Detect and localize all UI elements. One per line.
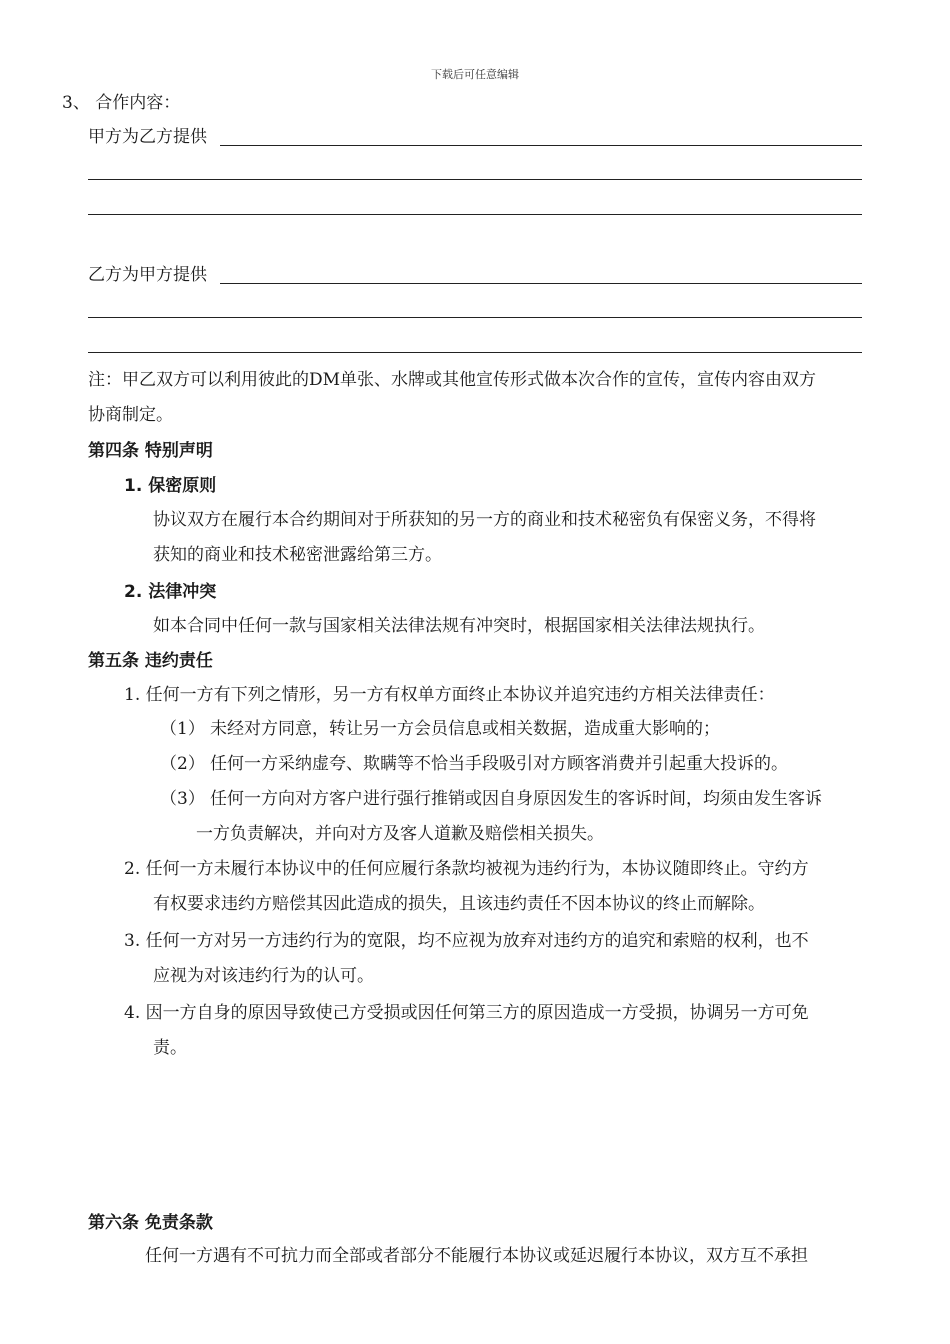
- sub-item-text: 任何一方向对方客户进行强行推销或因自身原因发生的客诉时间，均须由发生客诉: [210, 789, 822, 809]
- fill-line: [220, 145, 862, 146]
- fill-line: [88, 214, 862, 215]
- fill-line: [88, 317, 862, 318]
- article-4-title: 第四条 特别声明: [88, 441, 213, 461]
- sub-item-number: （1）: [160, 719, 205, 739]
- sub-item-text: 任何一方采纳虚夸、欺瞒等不恰当手段吸引对方顾客消费并引起重大投诉的。: [210, 754, 788, 774]
- note-line: 协商制定。: [88, 405, 173, 425]
- legal-conflict-title: 2. 法律冲突: [124, 582, 217, 602]
- list-item: 3. 任何一方对另一方违约行为的宽限，均不应视为放弃对违约方的追究和索赔的权利，也不: [124, 931, 809, 951]
- sub-item-number: （3）: [160, 789, 205, 809]
- paragraph-line: 获知的商业和技术秘密泄露给第三方。: [153, 545, 442, 565]
- fill-line: [88, 352, 862, 353]
- paragraph-line: 协议双方在履行本合约期间对于所获知的另一方的商业和技术秘密负有保密义务，不得将: [153, 510, 816, 530]
- list-item-continued: 有权要求违约方赔偿其因此造成的损失，且该违约责任不因本协议的终止而解除。: [153, 894, 765, 914]
- party-a-provides-label: 甲方为乙方提供: [88, 127, 207, 147]
- sub-item-text: 未经对方同意，转让另一方会员信息或相关数据，造成重大影响的；: [210, 719, 720, 739]
- list-item: 1. 任何一方有下列之情形，另一方有权单方面终止本协议并追究违约方相关法律责任：: [124, 685, 775, 705]
- paragraph-line: 任何一方遇有不可抗力而全部或者部分不能履行本协议或延迟履行本协议，双方互不承担: [145, 1246, 808, 1266]
- list-item: 4. 因一方自身的原因导致使己方受损或因任何第三方的原因造成一方受损，协调另一方可免: [124, 1003, 809, 1023]
- confidentiality-title: 1. 保密原则: [124, 476, 217, 496]
- sub-item-text: 一方负责解决，并向对方及客人道歉及赔偿相关损失。: [196, 824, 604, 844]
- list-item: 2. 任何一方未履行本协议中的任何应履行条款均被视为违约行为，本协议随即终止。守约方: [124, 859, 809, 879]
- page-header: 下载后可任意编辑: [431, 68, 519, 81]
- article-5-title: 第五条 违约责任: [88, 651, 213, 671]
- sub-item-number: （2）: [160, 754, 205, 774]
- section-3-heading: 3、 合作内容：: [62, 93, 181, 113]
- note-line: 注：甲乙双方可以利用彼此的DM单张、水牌或其他宣传形式做本次合作的宣传，宣传内容由双方: [88, 370, 817, 390]
- list-item-continued: 责。: [153, 1038, 187, 1058]
- paragraph-line: 如本合同中任何一款与国家相关法律法规有冲突时，根据国家相关法律法规执行。: [153, 616, 765, 636]
- fill-line: [220, 283, 862, 284]
- article-6-title: 第六条 免责条款: [88, 1213, 213, 1233]
- party-b-provides-label: 乙方为甲方提供: [88, 265, 207, 285]
- list-item-continued: 应视为对该违约行为的认可。: [153, 966, 374, 986]
- fill-line: [88, 179, 862, 180]
